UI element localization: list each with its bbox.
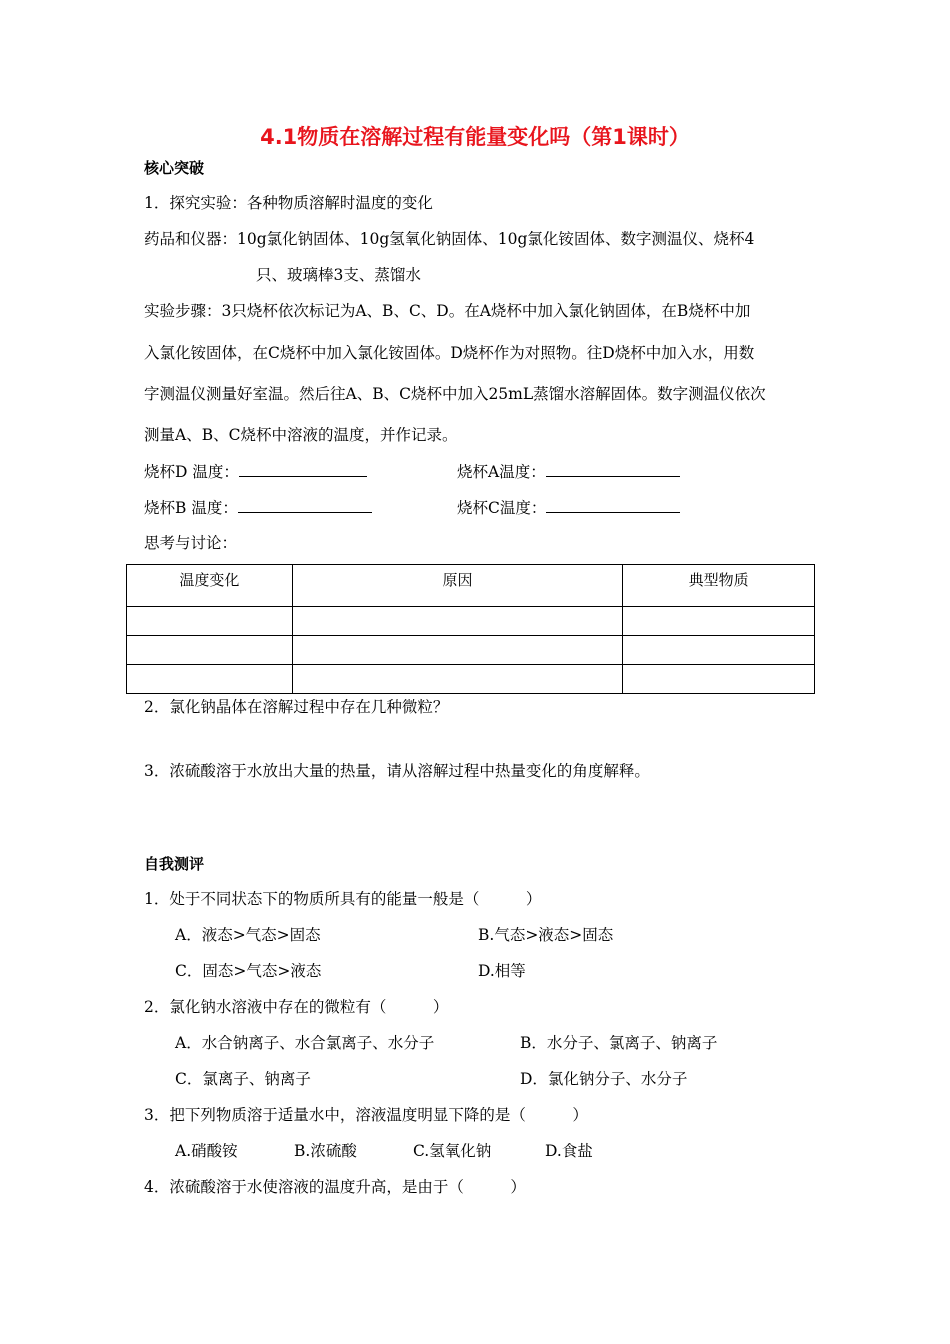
test-q1-option-c[interactable]: C．固态>气态>液态 bbox=[175, 962, 322, 980]
table-row bbox=[127, 665, 815, 694]
steps-line-3: 字测温仪测量好室温。然后往A、B、C烧杯中加入25mL蒸馏水溶解固体。数字测温仪依次 bbox=[144, 385, 766, 403]
table-cell[interactable] bbox=[292, 607, 623, 636]
page-title: 4.1物质在溶解过程有能量变化吗（第1课时） bbox=[260, 125, 690, 149]
test-q1-option-a[interactable]: A．液态>气态>固态 bbox=[175, 926, 321, 944]
test-q2-option-a[interactable]: A．水合钠离子、水合氯离子、水分子 bbox=[175, 1034, 435, 1052]
table-cell[interactable] bbox=[127, 607, 293, 636]
materials-line-2: 只、玻璃棒3支、蒸馏水 bbox=[256, 266, 421, 284]
table-cell[interactable] bbox=[292, 636, 623, 665]
temp-d-row bbox=[144, 460, 367, 482]
steps-line-1: 实验步骤：3只烧杯依次标记为A、B、C、D。在A烧杯中加入氯化钠固体，在B烧杯中加 bbox=[144, 302, 751, 320]
table-header-cell: 温度变化 bbox=[127, 565, 293, 607]
test-q3-option-a[interactable]: A.硝酸铵 bbox=[175, 1142, 238, 1160]
table-row bbox=[127, 636, 815, 665]
test-q1-option-d[interactable]: D.相等 bbox=[478, 962, 526, 980]
table-cell[interactable] bbox=[623, 607, 815, 636]
steps-line-2: 入氯化铵固体，在C烧杯中加入氯化铵固体。D烧杯作为对照物。往D烧杯中加入水，用数 bbox=[144, 344, 755, 362]
temp-b-label: 烧杯B 温度： bbox=[144, 499, 238, 517]
table-row bbox=[127, 607, 815, 636]
table-cell[interactable] bbox=[127, 636, 293, 665]
test-q3-option-c[interactable]: C.氢氧化钠 bbox=[413, 1142, 492, 1160]
temp-a-label: 烧杯A温度： bbox=[457, 463, 546, 481]
temp-c-row bbox=[457, 496, 680, 518]
table-cell[interactable] bbox=[623, 665, 815, 694]
materials-line-1: 药品和仪器：10g氯化钠固体、10g氢氧化钠固体、10g氯化铵固体、数字测温仪、烧杯4 bbox=[144, 230, 755, 248]
test-question-1: 1．处于不同状态下的物质所具有的能量一般是（ ） bbox=[144, 890, 542, 908]
temp-c-blank[interactable] bbox=[546, 496, 680, 513]
temp-a-blank[interactable] bbox=[546, 460, 680, 477]
table-cell[interactable] bbox=[127, 665, 293, 694]
table-header-row bbox=[127, 565, 815, 607]
table-cell[interactable] bbox=[292, 665, 623, 694]
test-question-4: 4．浓硫酸溶于水使溶液的温度升高，是由于（ ） bbox=[144, 1178, 526, 1196]
temp-b-row bbox=[144, 496, 372, 518]
temp-c-label: 烧杯C温度： bbox=[457, 499, 547, 517]
section-heading-core: 核心突破 bbox=[144, 159, 205, 177]
steps-line-4: 测量A、B、C烧杯中溶液的温度，并作记录。 bbox=[144, 426, 458, 444]
test-question-2: 2．氯化钠水溶液中存在的微粒有（ ） bbox=[144, 998, 449, 1016]
question-3: 3．浓硫酸溶于水放出大量的热量，请从溶解过程中热量变化的角度解释。 bbox=[144, 762, 650, 780]
test-q3-option-b[interactable]: B.浓硫酸 bbox=[294, 1142, 357, 1160]
discussion-table bbox=[126, 564, 815, 694]
temp-b-blank[interactable] bbox=[238, 496, 372, 513]
test-q3-option-d[interactable]: D.食盐 bbox=[545, 1142, 593, 1160]
discussion-label: 思考与讨论： bbox=[144, 534, 238, 552]
test-question-3: 3．把下列物质溶于适量水中，溶液温度明显下降的是（ ） bbox=[144, 1106, 588, 1124]
test-q2-option-d[interactable]: D．氯化钠分子、水分子 bbox=[520, 1070, 688, 1088]
question-1: 1．探究实验：各种物质溶解时温度的变化 bbox=[144, 194, 433, 212]
test-q2-option-b[interactable]: B．水分子、氯离子、钠离子 bbox=[520, 1034, 718, 1052]
temp-a-row bbox=[457, 460, 680, 482]
test-q2-option-c[interactable]: C．氯离子、钠离子 bbox=[175, 1070, 311, 1088]
section-heading-self-test: 自我测评 bbox=[144, 855, 205, 873]
table-cell[interactable] bbox=[623, 636, 815, 665]
question-2: 2．氯化钠晶体在溶解过程中存在几种微粒？ bbox=[144, 698, 449, 716]
temp-d-label: 烧杯D 温度： bbox=[144, 463, 239, 481]
temp-d-blank[interactable] bbox=[239, 460, 367, 477]
table-header-cell: 典型物质 bbox=[623, 565, 815, 607]
table-header-cell: 原因 bbox=[292, 565, 623, 607]
test-q1-option-b[interactable]: B.气态>液态>固态 bbox=[478, 926, 614, 944]
